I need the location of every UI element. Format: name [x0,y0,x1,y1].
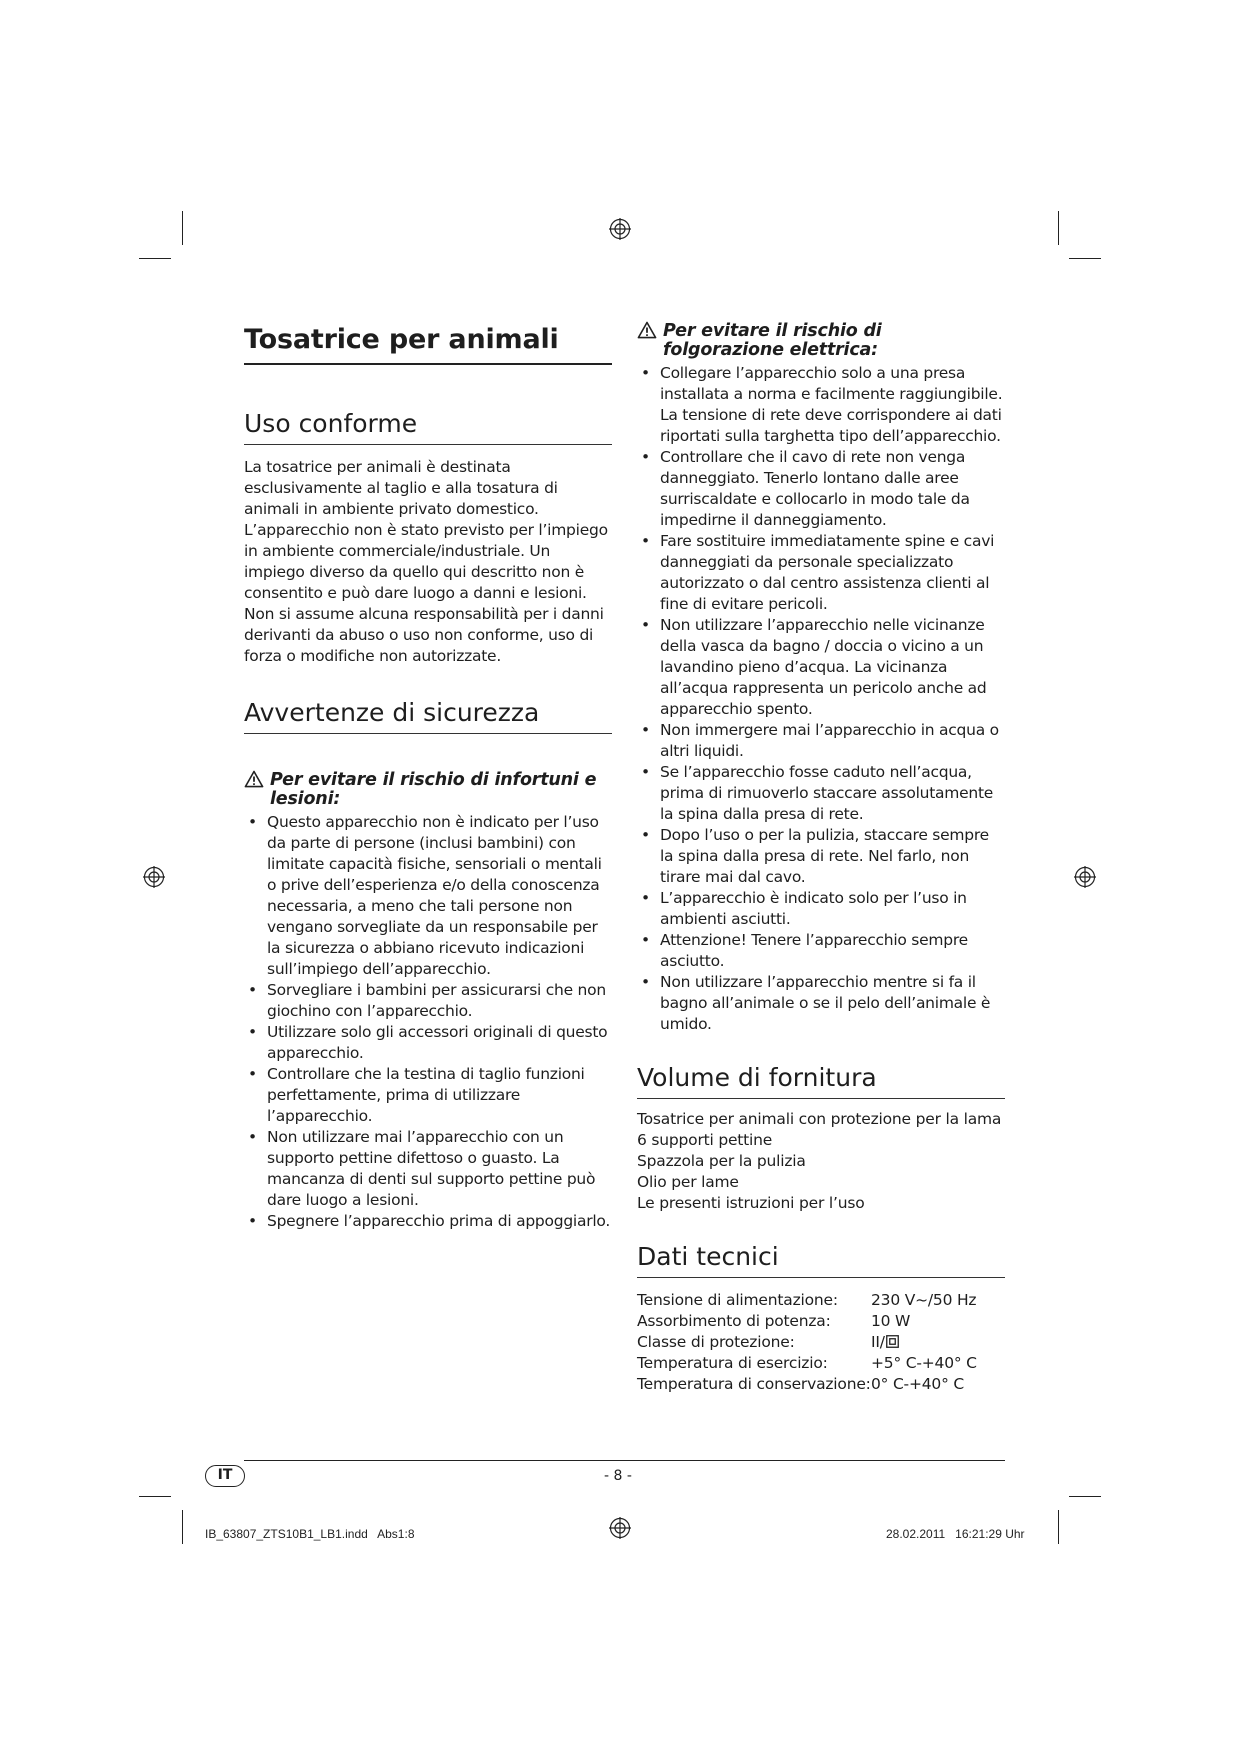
page-title: Tosatrice per animali [244,322,612,365]
spec-label: Tensione di alimentazione: [637,1291,838,1309]
list-item: • Utilizzare solo gli accessori originali di questo apparecchio. [244,1022,612,1064]
list-item: Olio per lame [637,1173,739,1191]
uso-conforme-heading: Uso conforme [244,407,612,445]
volume-heading: Volume di fornitura [637,1061,1005,1099]
crop-mark [182,1510,183,1544]
avvertenze-heading: Avvertenze di sicurezza [244,696,612,734]
list-item: • Controllare che il cavo di rete non venga danneggiato. Tenerlo lontano dalle aree surriscaldate e collocarlo in modo tale da impedirne il danneggiamento. [637,447,1005,531]
warning-triangle-icon [244,770,264,788]
list-item: • Fare sostituire immediatamente spine e cavi danneggiati da personale specializzato autorizzato o dal centro assistenza clienti al fine di evitare pericoli. [637,531,1005,615]
right-column [637,322,1005,1395]
electric-warning-heading [637,322,1005,360]
spec-value: 0° C-+40° C [871,1375,964,1393]
uso-conforme-text: La tosatrice per animali è destinata esclusivamente al taglio e alla tosatura di animali in ambiente privato domestico. L’apparecchio non è stato previsto per l’impiego in ambiente commerciale/industriale. Un impiego diverso da quello qui descritto non è consentito e può dare luogo a danni e lesioni. Non si assume alcuna responsabilità per i danni derivanti da abuso o uso non conforme, uso di forza o modifiche non autorizzate. [244,458,608,665]
electric-warning-list [637,363,1005,1035]
injury-warning-list [244,812,612,1232]
list-item: Le presenti istruzioni per l’uso [637,1194,865,1212]
table-row [637,1311,977,1332]
crop-mark [139,258,171,259]
list-item: • Non utilizzare l’apparecchio nelle vicinanze della vasca da bagno / doccia o vicino a un lavandino pieno d’acqua. La vicinanza all’acqua rappresenta un pericolo anche ad apparecchio spento. [637,615,1005,720]
spec-table [637,1290,977,1395]
list-item: • L’apparecchio è indicato solo per l’uso in ambienti asciutti. [637,888,1005,930]
list-item: • Attenzione! Tenere l’apparecchio sempre asciutto. [637,930,1005,972]
double-insulation-icon [886,1335,899,1348]
spec-label: Assorbimento di potenza: [637,1312,831,1330]
volume-list [637,1109,1005,1214]
warning-triangle-icon [637,321,657,339]
crop-mark [1058,211,1059,245]
crop-mark [1069,1496,1101,1497]
spec-value: 10 W [871,1312,911,1330]
table-row [637,1353,977,1374]
print-slug-right: 28.02.2011 16:21:29 Uhr [886,1527,1025,1541]
registration-mark-icon [143,866,165,888]
list-item: 6 supporti pettine [637,1131,773,1149]
registration-mark-icon [609,218,631,240]
list-item: • Collegare l’apparecchio solo a una presa installata a norma e facilmente raggiungibile. La tensione di rete deve corrispondere ai dati riportati sulla targhetta tipo dell’apparecchio. [637,363,1005,447]
list-item: • Dopo l’uso o per la pulizia, staccare sempre la spina dalla presa di rete. Nel farlo, non tirare mai dal cavo. [637,825,1005,888]
registration-mark-icon [1074,866,1096,888]
footer-divider [244,1460,1005,1461]
table-row [637,1332,977,1353]
page-number: - 8 - [604,1468,632,1484]
electric-warning-text: Per evitare il rischio di folgorazione elettrica: [663,321,882,360]
crop-mark [1069,258,1101,259]
injury-warning-heading [244,771,612,809]
list-item: • Non utilizzare l’apparecchio mentre si fa il bagno all’animale o se il pelo dell’animale è umido. [637,972,1005,1035]
dati-heading: Dati tecnici [637,1240,1005,1278]
crop-mark [182,211,183,245]
spec-value: 230 V~/50 Hz [871,1291,977,1309]
spec-value-cell [871,1332,977,1353]
registration-mark-icon [609,1517,631,1539]
crop-mark [1058,1510,1059,1544]
injury-warning-text: Per evitare il rischio di infortuni e lesioni: [270,770,597,809]
list-item: • Questo apparecchio non è indicato per l’uso da parte di persone (inclusi bambini) con limitate capacità fisiche, sensoriali o mentali o prive dell’esperienza e/o della conoscenza necessaria, a meno che tali persone non vengano sorvegliate da un responsabile per la sicurezza o abbiano ricevuto indicazioni sull’impiego dell’apparecchio. [244,812,612,980]
left-column [244,322,612,1232]
spec-value: +5° C-+40° C [871,1354,977,1372]
crop-mark [139,1496,171,1497]
list-item: Spazzola per la pulizia [637,1152,806,1170]
list-item: • Sorvegliare i bambini per assicurarsi che non giochino con l’apparecchio. [244,980,612,1022]
spec-label: Classe di protezione: [637,1333,795,1351]
spec-value: II/ [871,1333,885,1351]
spec-label: Temperatura di conservazione: [637,1375,871,1393]
list-item: • Spegnere l’apparecchio prima di appoggiarlo. [244,1211,612,1232]
list-item: • Controllare che la testina di taglio funzioni perfettamente, prima di utilizzare l’apparecchio. [244,1064,612,1127]
list-item: • Non utilizzare mai l’apparecchio con un supporto pettine difettoso o guasto. La mancanza di denti sul supporto pettine può dare luogo a lesioni. [244,1127,612,1211]
list-item: • Se l’apparecchio fosse caduto nell’acqua, prima di rimuoverlo staccare assolutamente la spina dalla presa di rete. [637,762,1005,825]
language-badge: IT [205,1465,245,1487]
list-item: • Non immergere mai l’apparecchio in acqua o altri liquidi. [637,720,1005,762]
print-slug-left: IB_63807_ZTS10B1_LB1.indd Abs1:8 [205,1527,415,1541]
list-item: Tosatrice per animali con protezione per la lama [637,1110,1002,1128]
table-row [637,1374,977,1395]
spec-label: Temperatura di esercizio: [637,1354,828,1372]
table-row [637,1290,977,1311]
